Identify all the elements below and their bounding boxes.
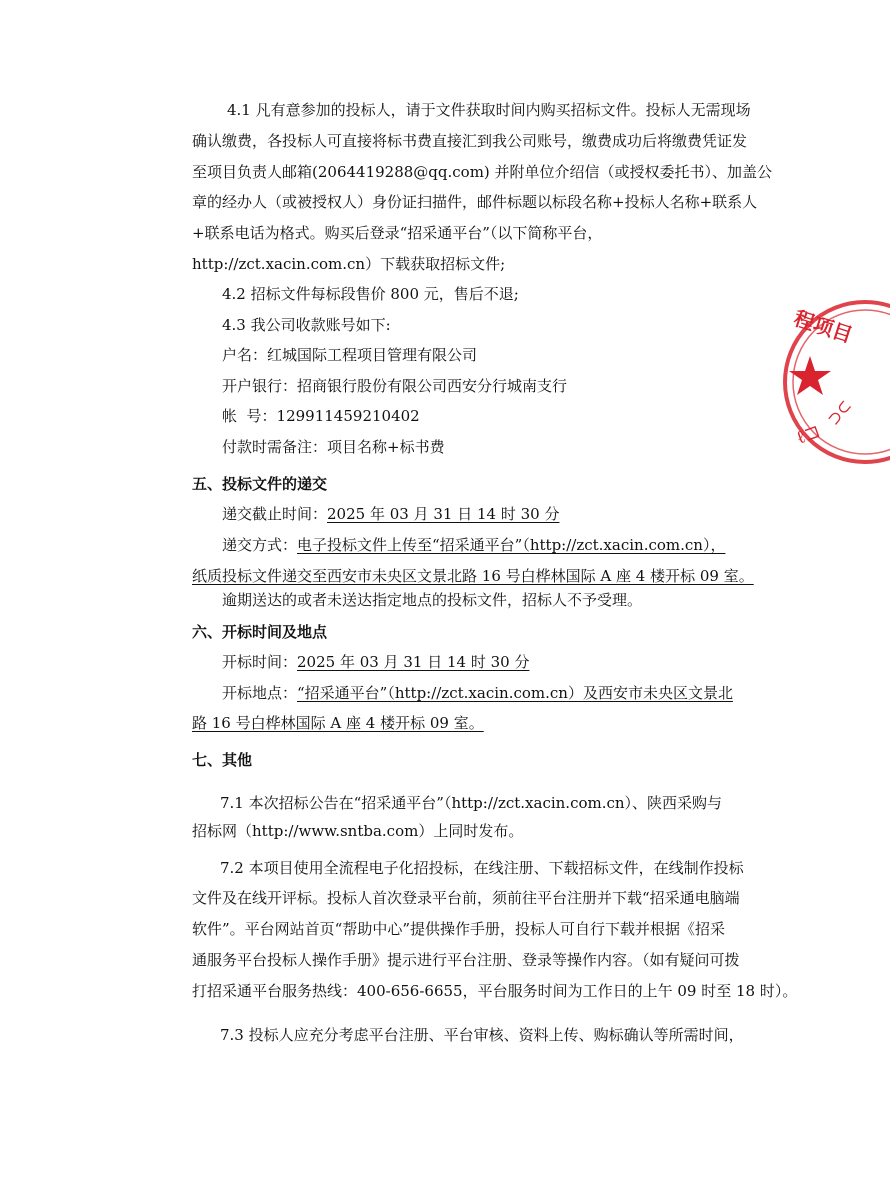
opening-time-row [222,652,529,672]
opening-time-label: 开标时间： [222,653,298,671]
para-7-3-line-1: 7.3 投标人应充分考虑平台注册、平台审核、资料上传、购标确认等所需时间， [220,1026,744,1044]
opening-place-row [222,683,733,703]
method-value-2: 纸质投标文件递交至西安市未央区文景北路 16 号白桦林国际 A 座 4 楼开标 09 室。 [192,567,754,585]
account-number: 129911459210402 [276,407,420,425]
opening-place-label: 开标地点： [222,684,298,702]
company-seal [770,292,890,472]
para-7-1-line-2: 招标网（http://www.sntba.com）上同时发布。 [192,822,524,840]
para-7-2-line-3: 软件”。平台网站首页“帮助中心”提供操作手册，投标人可自行下载并根据《招采 [192,920,726,938]
method-value-1: 电子投标文件上传至“招采通平台”（http://zct.xacin.com.cn）， [297,536,726,554]
seal-graphic [770,292,890,472]
para-4-1-line-4: 章的经办人（或被授权人）身份证扫描件，邮件标题以标段名称+投标人名称+联系人 [192,193,758,211]
account-bank: 开户银行：招商银行股份有限公司西安分行城南支行 [222,377,568,395]
para-4-1-line-5: +联系电话为格式。购买后登录“招采通平台”（以下简称平台， [192,224,603,242]
opening-place-value-1: “招采通平台”（http://zct.xacin.com.cn）及西安市未央区文景北 [297,684,733,702]
para-4-1-line-6: http://zct.xacin.com.cn）下载获取招标文件; [192,255,506,273]
para-7-1-line-1: 7.1 本次招标公告在“招采通平台”（http://zct.xacin.com.cn）、陕西采购与 [220,794,723,812]
opening-time-value: 2025 年 03 月 31 日 14 时 30 分 [297,653,530,671]
method-row [222,535,725,555]
deadline-value: 2025 年 03 月 31 日 14 时 30 分 [327,505,560,523]
account-name: 户名：红城国际工程项目管理有限公司 [222,346,478,364]
para-7-2-line-4: 通服务平台投标人操作手册》提示进行平台注册、登录等操作内容。（如有疑问可拨 [192,951,740,969]
seal-text-side: ⊃⊂ [823,395,856,429]
para-4-3-title: 4.3 我公司收款账号如下: [222,316,391,334]
para-4-1-line-1: 4.1 凡有意参加的投标人，请于文件获取时间内购买招标文件。投标人无需现场 [227,101,751,119]
seal-text-lower: ℓ⊐ [793,420,823,449]
method-label: 递交方式： [222,536,298,554]
account-number-label: 帐 号： [222,407,277,425]
section-7-heading: 七、其他 [192,751,253,769]
account-number-row [222,406,420,426]
para-7-2-line-1: 7.2 本项目使用全流程电子化招投标，在线注册、下载招标文件，在线制作投标 [220,859,744,877]
late-notice: 逾期送达的或者未送达指定地点的投标文件，招标人不予受理。 [222,591,643,609]
deadline-label: 递交截止时间： [222,505,328,523]
section-6-heading: 六、开标时间及地点 [192,623,328,641]
para-4-1-line-3: 至项目负责人邮箱(2064419288@qq.com) 并附单位介绍信（或授权委托书）、加盖公 [192,163,773,181]
payment-note: 付款时需备注：项目名称+标书费 [222,438,445,456]
para-7-2-line-2: 文件及在线开评标。投标人首次登录平台前，须前往平台注册并下载“招采通电脑端 [192,889,740,907]
para-7-2-line-5: 打招采通平台服务热线：400-656-6655，平台服务时间为工作日的上午 09 时至 18 时）。 [192,982,798,1000]
deadline-row [222,504,559,524]
seal-text: 程项目 [791,305,856,348]
section-5-heading: 五、投标文件的递交 [192,475,328,493]
para-4-2: 4.2 招标文件每标段售价 800 元，售后不退; [222,285,519,303]
para-4-1-line-2: 确认缴费，各投标人可直接将标书费直接汇到我公司账号，缴费成功后将缴费凭证发 [192,132,748,150]
opening-place-value-2: 路 16 号白桦林国际 A 座 4 楼开标 09 室。 [192,714,484,732]
